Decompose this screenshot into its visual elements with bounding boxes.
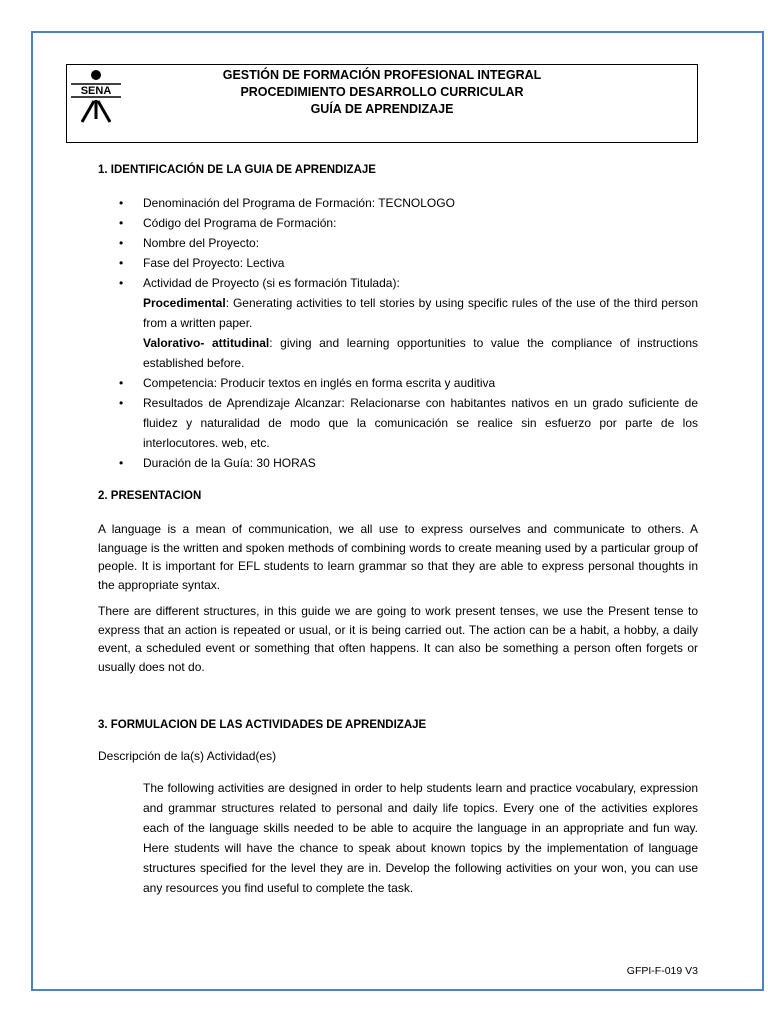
valorativo-item bbox=[98, 333, 698, 373]
presentation-paragraph-2: There are different structures, in this guide we are going to work present tenses, we use the Present tense to express that an action is repeated or usual, or it is being carried out. The action can be a habit, a hobby, a daily event, a scheduled event or something that often happens. It can also be something a person often forgets or usually does not do. bbox=[98, 604, 698, 674]
list-item: • Fase del Proyecto: Lectiva bbox=[98, 253, 698, 273]
list-item: • Actividad de Proyecto (si es formación Titulada): bbox=[98, 273, 698, 293]
activities-description-label: Descripción de la(s) Actividad(es) bbox=[98, 749, 277, 763]
section-1-title: 1. IDENTIFICACIÓN DE LA GUIA DE APRENDIZAJE bbox=[98, 164, 376, 176]
procedimental-label: Procedimental bbox=[143, 296, 226, 310]
valorativo-label: Valorativo- attitudinal bbox=[143, 336, 270, 350]
header-line-1: GESTIÓN DE FORMACIÓN PROFESIONAL INTEGRAL bbox=[222, 68, 542, 82]
svg-text:SENA: SENA bbox=[80, 85, 112, 97]
section-2-title: 2. PRESENTACION bbox=[98, 490, 202, 502]
header-line-3: GUÍA DE APRENDIZAJE bbox=[310, 102, 454, 116]
list-item: • Resultados de Aprendizaje Alcanzar: Relacionarse con habitantes nativos en un grado suficiente de fluidez y naturalidad de modo que la comunicación se realice sin esfuerzo por parte de los interlocutores. web, etc. bbox=[98, 393, 698, 453]
list-item: • Duración de la Guía: 30 HORAS bbox=[98, 453, 698, 473]
list-item: • Denominación del Programa de Formación: TECNOLOGO bbox=[98, 193, 698, 213]
activities-paragraph: The following activities are designed in order to help students learn and practice vocabulary, expression and grammar structures related to personal and daily life topics. Every one of the activities explores each of the language skills needed to be able to acquire the language in an appropriate and fun way. Here students will have the chance to speak about known topics by the implementation of language structures specified for the level they are in. Develop the following activities on your won, you can use any resources you find useful to complete the task. bbox=[143, 781, 698, 895]
list-item: • Nombre del Proyecto: bbox=[98, 233, 698, 253]
header-line-2: PROCEDIMIENTO DESARROLLO CURRICULAR bbox=[240, 85, 524, 99]
section-3-title: 3. FORMULACION DE LAS ACTIVIDADES DE APRENDIZAJE bbox=[98, 719, 427, 731]
valorativo-text: : giving and learning opportunities to value the compliance of instructions established before. bbox=[143, 336, 698, 370]
presentation-paragraph-1: A language is a mean of communication, we all use to express ourselves and communicate to others. A language is the written and spoken methods of combining words to create meaning used by a particular group of people. It is important for EFL students to learn grammar so that they are able to express personal thoughts in the appropriate syntax. bbox=[98, 522, 698, 592]
list-item: • Código del Programa de Formación: bbox=[98, 213, 698, 233]
identification-list bbox=[98, 193, 698, 473]
document-header bbox=[66, 64, 698, 143]
form-code: GFPI-F-019 V3 bbox=[626, 965, 698, 977]
procedimental-text: : Generating activities to tell stories by using specific rules of the use of the third person from a written paper. bbox=[143, 296, 698, 330]
procedimental-item bbox=[98, 293, 698, 333]
list-item: • Competencia: Producir textos en inglés en forma escrita y auditiva bbox=[98, 373, 698, 393]
header-title-block bbox=[67, 67, 697, 118]
